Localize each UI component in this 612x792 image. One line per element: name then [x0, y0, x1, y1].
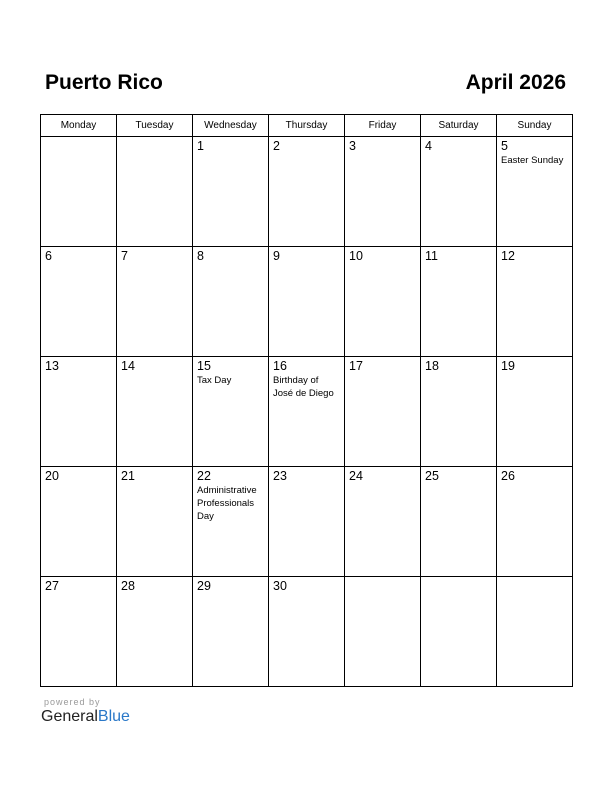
- weekday-header: Sunday: [497, 115, 573, 137]
- day-number: 1: [197, 139, 204, 153]
- brand-part-blue: Blue: [97, 708, 130, 725]
- week-row: [41, 247, 573, 357]
- day-number: 8: [197, 249, 204, 263]
- day-cell: [117, 357, 193, 467]
- day-cell: [41, 467, 117, 577]
- week-row: [41, 137, 573, 247]
- day-cell: [269, 357, 345, 467]
- day-cell: [269, 577, 345, 687]
- day-cell: [41, 137, 117, 247]
- day-cell: [345, 577, 421, 687]
- day-number: 17: [349, 359, 363, 373]
- weekday-header-row: [41, 115, 573, 137]
- day-number: 22: [197, 469, 211, 483]
- week-row: [41, 357, 573, 467]
- day-cell: [193, 467, 269, 577]
- day-number: 13: [45, 359, 59, 373]
- day-cell: [421, 577, 497, 687]
- day-cell: [345, 247, 421, 357]
- day-number: 5: [501, 139, 508, 153]
- powered-by-label: powered by: [44, 697, 101, 707]
- day-number: 29: [197, 579, 211, 593]
- day-number: 3: [349, 139, 356, 153]
- day-number: 23: [273, 469, 287, 483]
- day-number: 9: [273, 249, 280, 263]
- day-number: 27: [45, 579, 59, 593]
- day-number: 18: [425, 359, 439, 373]
- holiday-label: Administrative Professionals Day: [197, 485, 257, 522]
- day-cell: [497, 577, 573, 687]
- day-cell: [345, 137, 421, 247]
- month-title: April 2026: [465, 71, 566, 94]
- day-number: 2: [273, 139, 280, 153]
- brand-logo: [41, 708, 130, 726]
- holiday-label: Birthday of José de Diego: [273, 375, 334, 399]
- day-cell: [497, 247, 573, 357]
- day-cell: [117, 577, 193, 687]
- day-number: 12: [501, 249, 515, 263]
- day-cell: [117, 467, 193, 577]
- day-cell: [497, 357, 573, 467]
- day-cell: [421, 357, 497, 467]
- weekday-header: Friday: [345, 115, 421, 137]
- day-cell: [193, 577, 269, 687]
- day-cell: [193, 137, 269, 247]
- day-number: 14: [121, 359, 135, 373]
- day-number: 10: [349, 249, 363, 263]
- weekday-header: Saturday: [421, 115, 497, 137]
- day-cell: [117, 137, 193, 247]
- week-row: [41, 467, 573, 577]
- day-cell: [269, 467, 345, 577]
- day-cell: [193, 357, 269, 467]
- day-number: 15: [197, 359, 211, 373]
- day-number: 26: [501, 469, 515, 483]
- weekday-header: Tuesday: [117, 115, 193, 137]
- day-cell: [421, 467, 497, 577]
- day-cell: [497, 467, 573, 577]
- calendar-grid: [40, 114, 573, 687]
- day-number: 20: [45, 469, 59, 483]
- weekday-header: Thursday: [269, 115, 345, 137]
- day-cell: [269, 137, 345, 247]
- day-cell: [345, 357, 421, 467]
- brand-part-general: General: [41, 708, 98, 725]
- day-cell: [345, 467, 421, 577]
- day-number: 6: [45, 249, 52, 263]
- day-number: 21: [121, 469, 135, 483]
- day-number: 4: [425, 139, 432, 153]
- day-number: 11: [425, 249, 438, 263]
- day-cell: [421, 137, 497, 247]
- day-cell: [41, 357, 117, 467]
- calendar-body: [41, 137, 573, 687]
- day-number: 16: [273, 359, 287, 373]
- day-cell: [421, 247, 497, 357]
- day-number: 7: [121, 249, 128, 263]
- day-number: 30: [273, 579, 287, 593]
- day-number: 25: [425, 469, 439, 483]
- weekday-header: Monday: [41, 115, 117, 137]
- day-cell: [41, 577, 117, 687]
- day-cell: [193, 247, 269, 357]
- day-cell: [269, 247, 345, 357]
- country-title: Puerto Rico: [45, 71, 163, 94]
- holiday-label: Tax Day: [197, 375, 232, 386]
- holiday-label: Easter Sunday: [501, 155, 564, 166]
- day-number: 24: [349, 469, 363, 483]
- week-row: [41, 577, 573, 687]
- weekday-header: Wednesday: [193, 115, 269, 137]
- day-cell: [41, 247, 117, 357]
- day-cell: [497, 137, 573, 247]
- day-cell: [117, 247, 193, 357]
- day-number: 28: [121, 579, 135, 593]
- day-number: 19: [501, 359, 515, 373]
